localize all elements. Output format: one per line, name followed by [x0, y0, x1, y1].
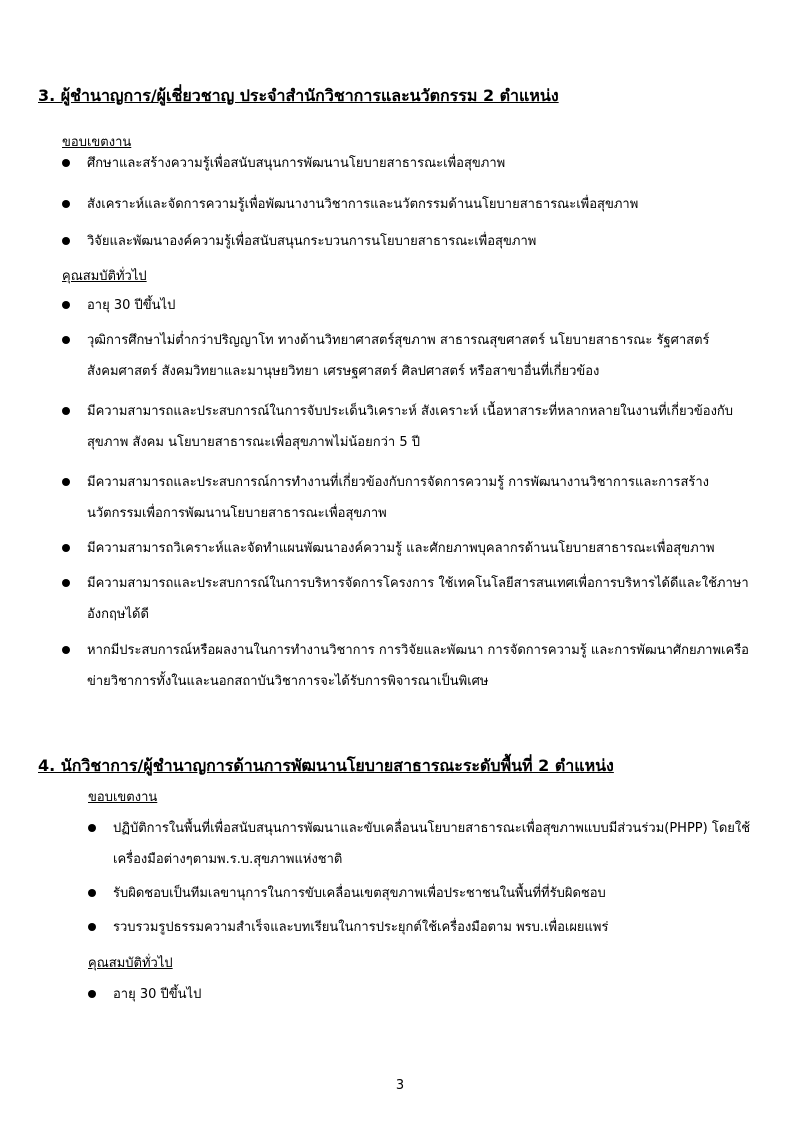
bullet-icon [88, 824, 96, 832]
list-item: มีความสามารถวิเคราะห์และจัดทำแผนพัฒนาองค์ความรู้ และศักยภาพบุคลากรด้านนโยบายสาธารณะเพื่อสุขภาพ [62, 533, 752, 564]
bullet-icon [62, 579, 70, 587]
page-number: 3 [395, 1078, 405, 1093]
bullet-icon [88, 889, 96, 897]
list-item: มีความสามารถและประสบการณ์การทำงานที่เกี่ยวข้องกับการจัดการความรู้ การพัฒนางานวิชาการและการสร้างนวัตกรรมเพื่อการพัฒนานโยบายสาธารณะเพื่อสุขภาพ [62, 467, 752, 529]
list-item: วุฒิการศึกษาไม่ต่ำกว่าปริญญาโท ทางด้านวิทยาศาสตร์สุขภาพ สาธารณสุขศาสตร์ นโยบายสาธารณะ รัฐศาสตร์ สังคมศาสตร์ สังคมวิทยาและมานุษยวิทยา เศรษฐศาสตร์ ศิลปศาสตร์ หรือสาขาอื่นที่เกี่ยวข้อง [62, 325, 752, 387]
section-3-heading: 3. ผู้ชำนาญการ/ผู้เชี่ยวชาญ ประจำสำนักวิชาการและนวัตกรรม 2 ตำแหน่ง [38, 86, 559, 105]
list-item: วิจัยและพัฒนาองค์ความรู้เพื่อสนับสนุนกระบวนการนโยบายสาธารณะเพื่อสุขภาพ [62, 226, 752, 257]
bullet-icon [62, 237, 70, 245]
bullet-icon [88, 990, 96, 998]
section-3-scope-label: ขอบเขตงาน [62, 135, 132, 150]
section-4-qualifications-label: คุณสมบัติทั่วไป [88, 956, 173, 971]
bullet-icon [62, 301, 70, 309]
list-item: อายุ 30 ปีขึ้นไป [62, 290, 752, 321]
bullet-icon [62, 159, 70, 167]
list-item: รวบรวมรูปธรรมความสำเร็จและบทเรียนในการประยุกต์ใช้เครื่องมือตาม พรบ.เพื่อเผยแพร่ [88, 912, 754, 943]
list-item: มีความสามารถและประสบการณ์ในการบริหารจัดการโครงการ ใช้เทคโนโลยีสารสนเทศเพื่อการบริหารได้ดีและใช้ภาษาอังกฤษได้ดี [62, 568, 752, 630]
section-3-qualifications-label: คุณสมบัติทั่วไป [62, 269, 147, 284]
bullet-icon [62, 200, 70, 208]
list-item: มีความสามารถและประสบการณ์ในการจับประเด็นวิเคราะห์ สังเคราะห์ เนื้อหาสาระที่หลากหลายในงานที่เกี่ยวข้องกับสุขภาพ สังคม นโยบายสาธารณะเพื่อสุขภาพไม่น้อยกว่า 5 ปี [62, 396, 752, 458]
bullet-icon [62, 646, 70, 654]
bullet-icon [62, 407, 70, 415]
list-item: หากมีประสบการณ์หรือผลงานในการทำงานวิชาการ การวิจัยและพัฒนา การจัดการความรู้ และการพัฒนาศักยภาพเครือข่ายวิชาการทั้งในและนอกสถาบันวิชาการจะได้รับการพิจารณาเป็นพิเศษ [62, 635, 752, 697]
section-4-heading: 4. นักวิชาการ/ผู้ชำนาญการด้านการพัฒนานโยบายสาธารณะระดับพื้นที่ 2 ตำแหน่ง [38, 756, 614, 775]
list-item: ปฏิบัติการในพื้นที่เพื่อสนับสนุนการพัฒนาและขับเคลื่อนนโยบายสาธารณะเพื่อสุขภาพแบบมีส่วนร่วม(PHPP) โดยใช้เครื่องมือต่างๆตามพ.ร.บ.สุขภาพแห่งชาติ [88, 813, 754, 875]
list-item: สังเคราะห์และจัดการความรู้เพื่อพัฒนางานวิชาการและนวัตกรรมด้านนโยบายสาธารณะเพื่อสุขภาพ [62, 189, 752, 220]
bullet-icon [62, 478, 70, 486]
list-item: อายุ 30 ปีขึ้นไป [88, 979, 754, 1010]
list-item: ศึกษาและสร้างความรู้เพื่อสนับสนุนการพัฒนานโยบายสาธารณะเพื่อสุขภาพ [62, 148, 752, 179]
list-item: รับผิดชอบเป็นทีมเลขานุการในการขับเคลื่อนเขตสุขภาพเพื่อประชาชนในพื้นที่ที่รับผิดชอบ [88, 878, 754, 909]
bullet-icon [62, 336, 70, 344]
section-4-scope-label: ขอบเขตงาน [88, 790, 158, 805]
bullet-icon [62, 544, 70, 552]
bullet-icon [88, 923, 96, 931]
